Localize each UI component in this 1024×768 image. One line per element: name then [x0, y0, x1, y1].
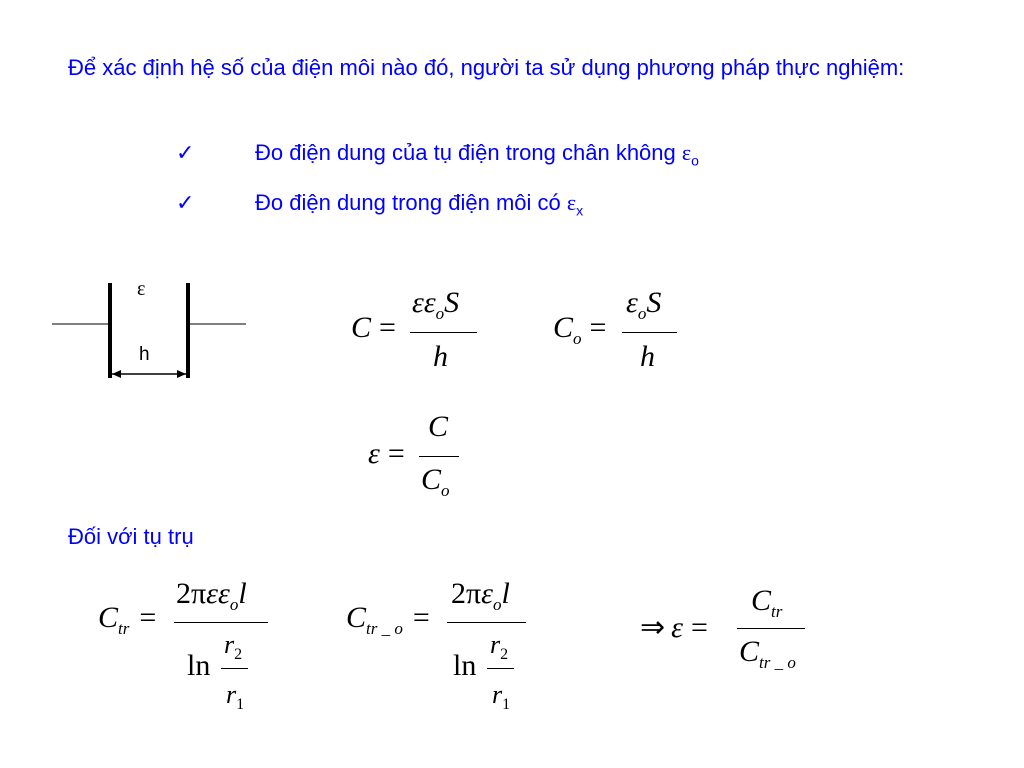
formula-epsilon-denominator: $C_o$: [421, 463, 450, 500]
fraction-bar: [419, 456, 459, 457]
bullet-text: Đo điện dung của tụ điện trong chân không: [255, 140, 682, 165]
formula-epsilon-cylindrical: ⇒ ε =: [640, 611, 708, 644]
formula-ctr: $C_{tr}$ =: [98, 601, 157, 638]
fraction-bar: [221, 668, 248, 669]
r2-numerator: $r_2$: [224, 630, 243, 664]
arrow-left-icon: [112, 370, 121, 378]
formula-ctr-o: $C_{tr \_ o}$ =: [346, 601, 430, 638]
fraction-bar: [410, 332, 477, 333]
formula-epsilon-cyl-numerator: $C_{tr}$: [751, 584, 783, 621]
epsilon-symbol: ε: [681, 140, 692, 165]
fraction-bar: [487, 668, 514, 669]
r1-denominator: $r_1$: [226, 680, 245, 714]
formula-epsilon-numerator: C: [428, 410, 449, 443]
formula-epsilon: ε =: [368, 437, 405, 470]
formula-c-numerator: $\varepsilon\varepsilon_oS$: [412, 286, 460, 323]
formula-c-denominator: h: [433, 340, 448, 373]
checkmark-icon: ✓: [176, 140, 195, 165]
subscript: x: [576, 202, 584, 219]
r1-denominator: $r_1$: [492, 680, 511, 714]
implies-arrow-icon: ⇒: [640, 611, 666, 644]
arrow-right-icon: [177, 370, 186, 378]
fraction-bar: [622, 332, 677, 333]
fraction-bar: [174, 622, 268, 623]
checkmark-icon: ✓: [176, 190, 195, 215]
formula-c: C =: [351, 311, 396, 344]
intro-paragraph: Để xác định hệ số của điện môi nào đó, người ta sử dụng phương pháp thực nghiệm:: [68, 55, 905, 80]
diagram-h-label: h: [139, 344, 150, 365]
subscript: o: [691, 152, 699, 169]
formula-ctr-numerator: 2πεε$_o$l: [176, 577, 247, 614]
formula-co-numerator: $\varepsilon_oS$: [626, 286, 662, 323]
diagram-epsilon-label: ε: [137, 278, 146, 300]
fraction-bar: [447, 622, 526, 623]
formula-epsilon-cyl-denominator: $C_{tr \_ o}$: [739, 635, 796, 672]
fraction-bar: [737, 628, 805, 629]
epsilon-symbol: ε: [566, 190, 577, 215]
bullet-text: Đo điện dung trong điện môi có: [255, 190, 567, 215]
formula-co: $C_o$ =: [553, 311, 607, 348]
formula-ctr-o-numerator: $2\pi\varepsilon_ol$: [451, 577, 510, 614]
ln-label: ln: [187, 649, 211, 682]
formula-co-denominator: h: [640, 340, 655, 373]
ln-label: ln: [453, 649, 477, 682]
section-heading: Đối với tụ trụ: [68, 524, 194, 549]
r2-numerator: $r_2$: [490, 630, 509, 664]
